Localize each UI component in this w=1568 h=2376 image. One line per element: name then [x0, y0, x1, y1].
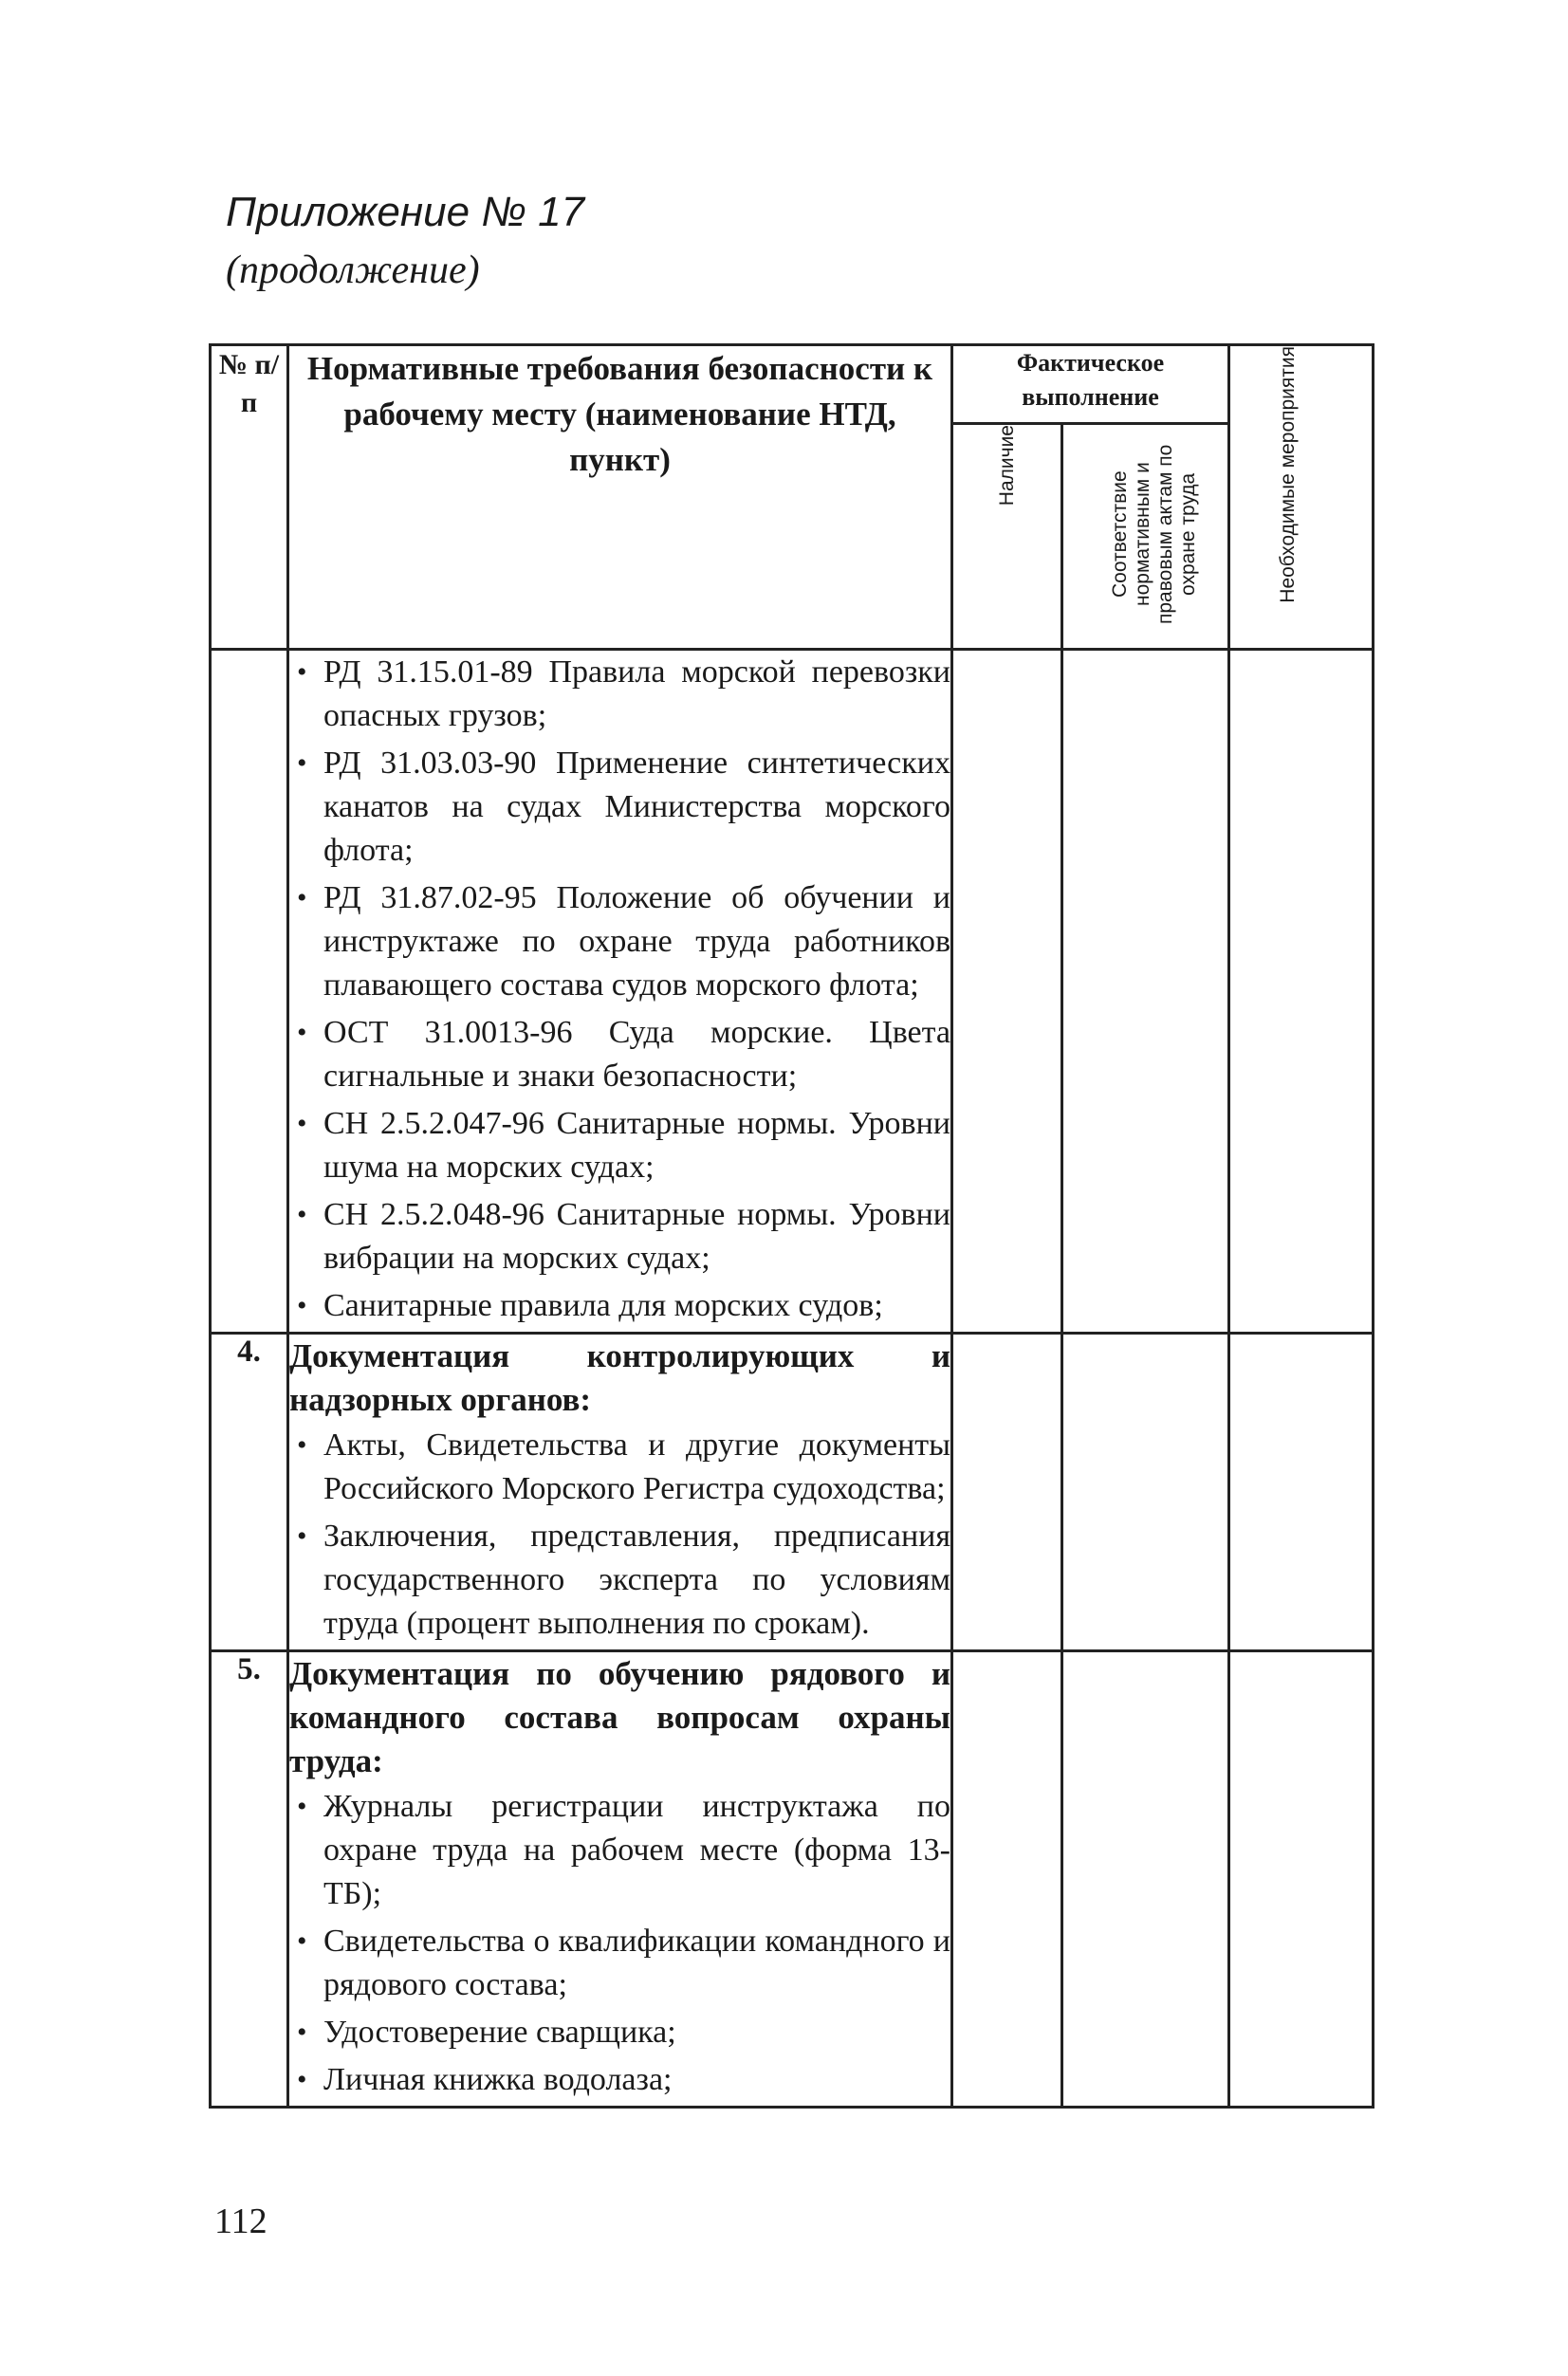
header-measures [1229, 345, 1374, 650]
list-item-text: РД 31.87.02-95 Положение об обучении и инструктаже по охране труда работников плавающего состава судов морского флота; [323, 880, 950, 1003]
header-requirements: Нормативные требования безопасности к рабочему месту (наименование НТД, пункт) [288, 345, 952, 650]
table-row [211, 1334, 1374, 1651]
list-item [289, 1284, 950, 1328]
list-item-text: ОСТ 31.0013-96 Суда морские. Цвета сигнальные и знаки безопасности; [323, 1015, 950, 1094]
section-title: Документация контролирующих и надзорных органов: [289, 1337, 950, 1418]
requirements-table [209, 343, 1374, 2109]
bullet-icon: • [297, 1108, 307, 1139]
page-number: 112 [214, 2201, 267, 2241]
bullet-icon: • [297, 747, 307, 779]
header-presence-label: Наличие [995, 425, 1018, 507]
list-item [289, 1785, 950, 1916]
header-fact-group: Фактическое выполнение [952, 345, 1229, 424]
header-compliance-label: Соответствие нормативным и правовым актам по охране труда [1108, 444, 1199, 624]
bullet-icon: • [297, 1199, 307, 1230]
presence-cell [952, 650, 1062, 1334]
table-header [211, 345, 1374, 650]
table-body [211, 650, 1374, 2108]
list-item [289, 1515, 950, 1646]
list-item-text: Журналы регистрации инструктажа по охране труда на рабочем месте (форма 13-ТБ); [323, 1789, 950, 1911]
header-compliance [1062, 424, 1229, 650]
list-item [289, 1011, 950, 1098]
bullet-icon: • [297, 1290, 307, 1321]
compliance-cell [1062, 1651, 1229, 2108]
section-title: Документация по обучению рядового и командного состава вопросам охраны труда: [289, 1655, 950, 1779]
list-item [289, 2058, 950, 2102]
bullet-icon: • [297, 1429, 307, 1461]
compliance-cell [1062, 1334, 1229, 1651]
measures-cell [1229, 1334, 1374, 1651]
list-item-text: Акты, Свидетельства и другие документы Российского Морского Регистра судоходства; [323, 1427, 950, 1506]
row-content [288, 1334, 952, 1651]
row-content [288, 650, 952, 1334]
header-presence [952, 424, 1062, 650]
header-measures-label: Необходимые мероприятия [1276, 346, 1299, 603]
list-item [289, 1102, 950, 1189]
list-item [289, 651, 950, 738]
row-number: 4. [211, 1334, 288, 1651]
list-item-text: РД 31.03.03-90 Применение синтетических канатов на судах Министерства морского флота; [323, 746, 950, 868]
appendix-title: Приложение № 17 [226, 189, 585, 235]
list-item [289, 2011, 950, 2054]
requirement-list [289, 1424, 950, 1646]
bullet-icon: • [297, 882, 307, 913]
table-row [211, 1651, 1374, 2108]
table-row [211, 650, 1374, 1334]
bullet-icon: • [297, 2017, 307, 2048]
measures-cell [1229, 1651, 1374, 2108]
list-item-text: Удостоверение сварщика; [323, 2015, 676, 2050]
requirement-list [289, 1785, 950, 2102]
bullet-icon: • [297, 1017, 307, 1048]
list-item-text: РД 31.15.01-89 Правила морской перевозки опасных грузов; [323, 654, 950, 733]
bullet-icon: • [297, 2064, 307, 2095]
list-item [289, 1424, 950, 1511]
list-item [289, 1920, 950, 2007]
list-item [289, 876, 950, 1007]
bullet-icon: • [297, 1791, 307, 1822]
list-item-text: Санитарные правила для морских судов; [323, 1288, 883, 1323]
presence-cell [952, 1651, 1062, 2108]
bullet-icon: • [297, 656, 307, 688]
list-item-text: СН 2.5.2.048-96 Санитарные нормы. Уровни вибрации на морских судах; [323, 1197, 950, 1276]
row-number: 5. [211, 1651, 288, 2108]
compliance-cell [1062, 650, 1229, 1334]
list-item [289, 742, 950, 873]
measures-cell [1229, 650, 1374, 1334]
appendix-subtitle: (продолжение) [226, 249, 480, 292]
list-item-text: Личная книжка водолаза; [323, 2062, 673, 2097]
bullet-icon: • [297, 1925, 307, 1957]
row-number [211, 650, 288, 1334]
requirement-list [289, 651, 950, 1328]
list-item-text: СН 2.5.2.047-96 Санитарные нормы. Уровни шума на морских судах; [323, 1106, 950, 1185]
header-num: № п/п [211, 345, 288, 650]
list-item-text: Свидетельства о квалификации командного и рядового состава; [323, 1924, 950, 2002]
bullet-icon: • [297, 1520, 307, 1552]
presence-cell [952, 1334, 1062, 1651]
row-content [288, 1651, 952, 2108]
list-item-text: Заключения, представления, предписания государственного эксперта по условиям труда (процент выполнения по срокам). [323, 1519, 950, 1641]
list-item [289, 1193, 950, 1280]
